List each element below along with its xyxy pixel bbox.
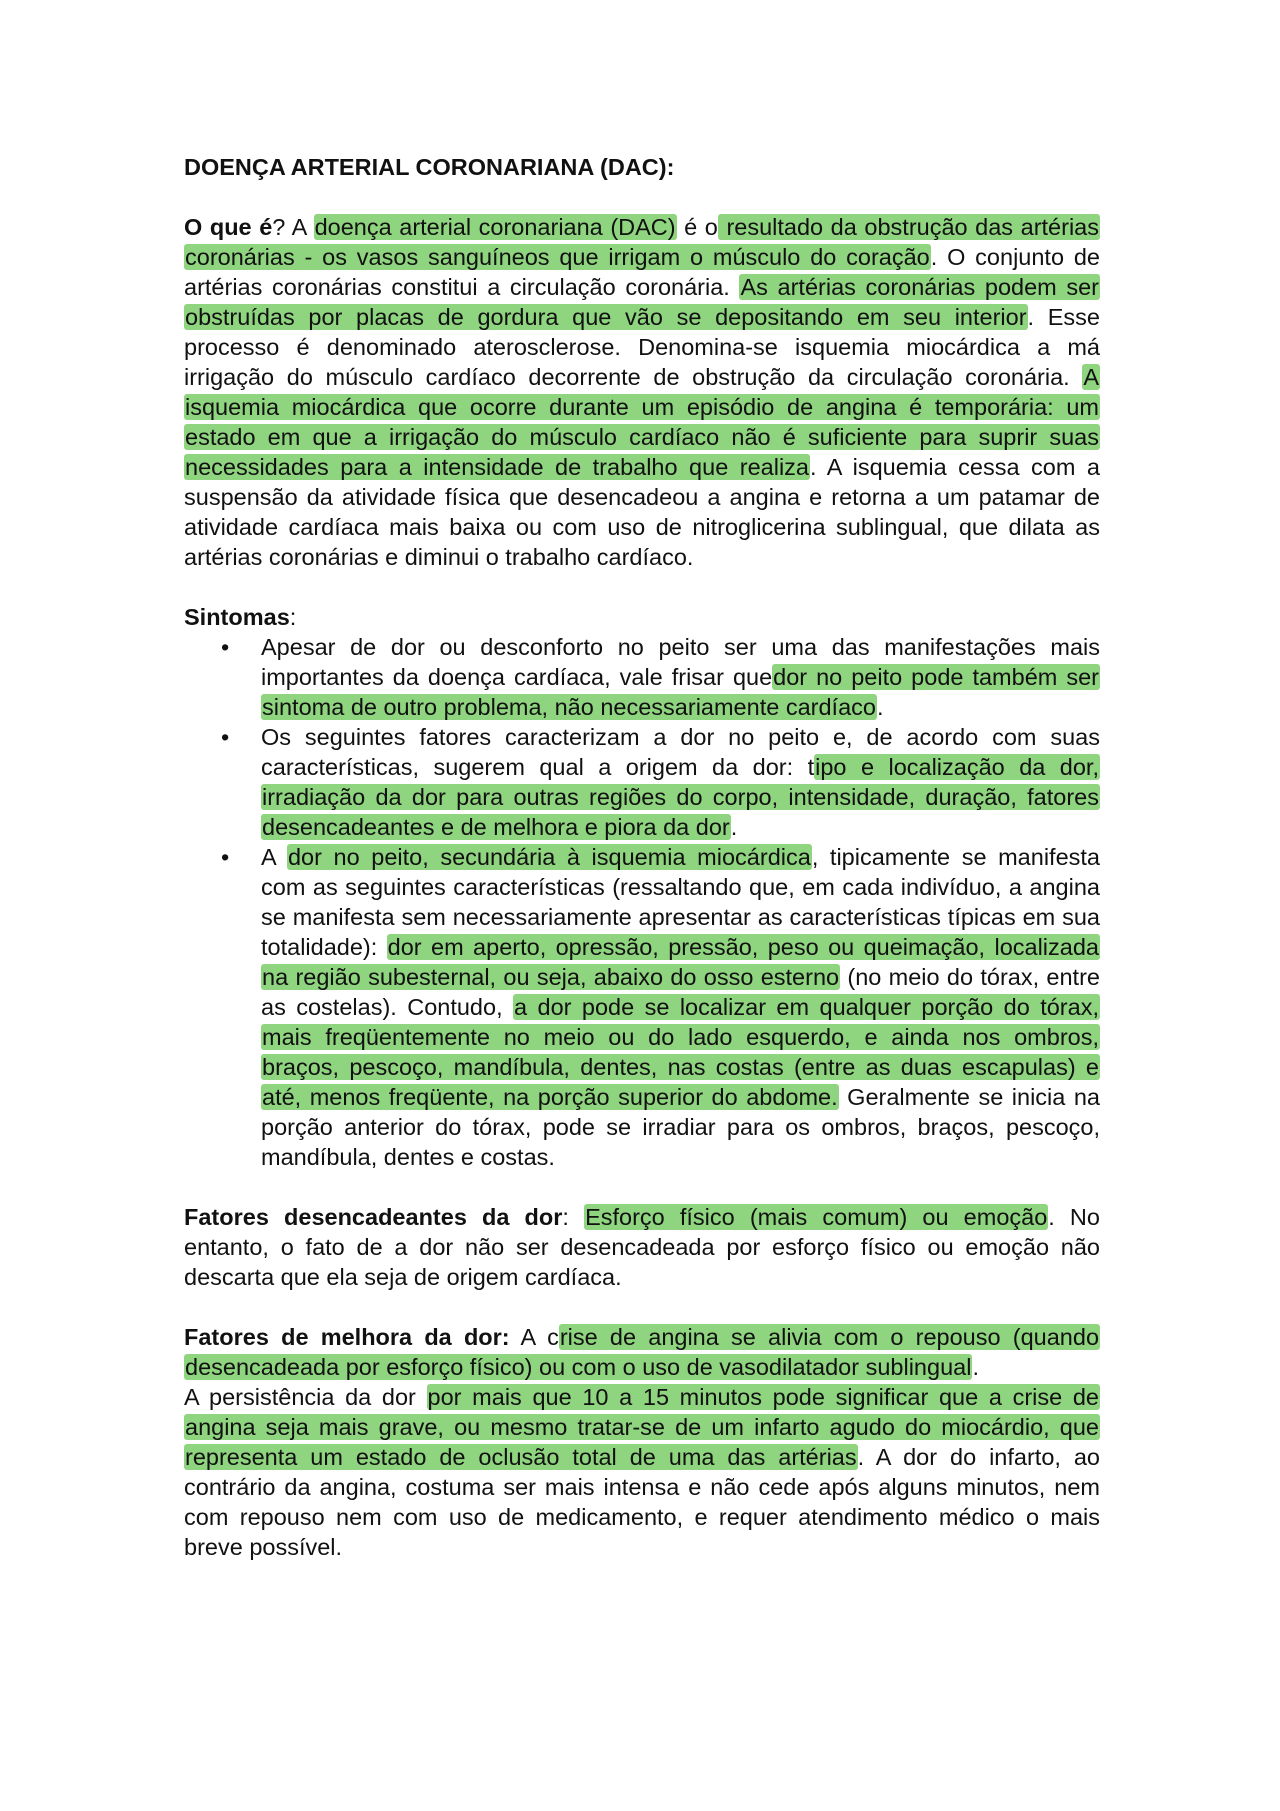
highlighted-text: dor em aperto, opressão, pressão, peso ou queimação, localizada na região subesternal, ou seja, abaixo do osso esterno xyxy=(262,934,1099,990)
highlighted-text: doença arterial coronariana (DAC) xyxy=(314,214,676,240)
body-text: . xyxy=(972,1354,979,1380)
body-text: é o xyxy=(676,214,718,240)
symptom-item-2 xyxy=(221,722,1100,842)
intro-text xyxy=(184,214,1100,570)
relief-paragraph xyxy=(184,1322,1100,1382)
bullet-icon: • xyxy=(221,724,230,750)
intro-paragraph xyxy=(184,212,1100,572)
highlighted-text: rise de angina se alivia com o repouso (quando desencadeada por esforço físico) ou com o uso de vasodilatador sublingual xyxy=(185,1324,1100,1380)
body-text: Apesar de dor ou desconforto no peito ser uma das manifestações mais importantes da doença cardíaca, vale frisar que xyxy=(261,634,1100,690)
body-text: . No entanto, o fato de a dor não ser desencadeada por esforço físico ou emoção não descarta que ela seja de origem cardíaca. xyxy=(184,1204,1100,1290)
persistence-paragraph xyxy=(184,1382,1100,1562)
body-text: . O conjunto de artérias coronárias constitui a circulação coronária. xyxy=(184,244,1100,300)
highlighted-text: dor no peito, secundária à isquemia miocárdica xyxy=(287,844,811,870)
body-text: A persistência da dor xyxy=(184,1384,427,1410)
highlighted-text: por mais que 10 a 15 minutos pode significar que a crise de angina seja mais grave, ou mesmo tratar-se de um infarto agudo do miocárdio, que representa um estado de oclusão total de uma das artérias xyxy=(185,1384,1099,1470)
document-title: DOENÇA ARTERIAL CORONARIANA (DAC): xyxy=(184,154,675,180)
symptoms-list xyxy=(184,632,1100,1172)
highlighted-text: As artérias coronárias podem ser obstruídas por placas de gordura que vão se depositando em seu interior xyxy=(185,274,1100,330)
bullet-icon: • xyxy=(221,634,230,660)
symptom-item-3 xyxy=(221,842,1100,1172)
body-text: A c xyxy=(509,1324,559,1350)
body-text: A xyxy=(261,844,287,870)
bullet-icon: • xyxy=(221,844,230,870)
highlighted-text: dor no peito pode também ser sintoma de outro problema, não necessariamente cardíaco xyxy=(262,664,1099,720)
intro-label: O que é xyxy=(184,214,273,240)
body-text: ? A xyxy=(272,214,314,240)
highlighted-text: resultado da obstrução das artérias coronárias - os vasos sanguíneos que irrigam o músculo do coração xyxy=(185,214,1099,270)
symptoms-label: Sintomas xyxy=(184,604,290,630)
triggers-label: Fatores desencadeantes da dor xyxy=(184,1204,563,1230)
body-text: : xyxy=(562,1204,585,1230)
triggers-paragraph xyxy=(184,1202,1100,1292)
body-text: Geralmente se inicia na porção anterior do tórax, pode se irradiar para os ombros, braços, pescoço, mandíbula, dentes e costas. xyxy=(261,1084,1100,1170)
body-text: Os seguintes fatores caracterizam a dor no peito e, de acordo com suas características, sugerem qual a origem da dor: t xyxy=(261,724,1100,780)
highlighted-text: A isquemia miocárdica que ocorre durante um episódio de angina é temporária: um estado em que a irrigação do músculo cardíaco não é suficiente para suprir suas necessidades para a intensidade de trabalho que realiza xyxy=(185,364,1099,480)
relief-label: Fatores de melhora da dor: xyxy=(184,1324,510,1350)
highlighted-text: Esforço físico (mais comum) ou emoção xyxy=(585,1204,1048,1230)
document-page xyxy=(184,152,1100,1562)
body-text: , tipicamente se manifesta com as seguintes características (ressaltando que, em cada indivíduo, a angina se manifesta sem necessariamente apresentar as características típicas em sua totalidade): xyxy=(261,844,1100,960)
highlighted-text: ipo e localização da dor, irradiação da dor para outras regiões do corpo, intensidade, duração, fatores desencadeantes e de melhora e piora da dor xyxy=(262,754,1099,840)
body-text: . A dor do infarto, ao contrário da angina, costuma ser mais intensa e não cede após alguns minutos, nem com repouso nem com uso de medicamento, e requer atendimento médico o mais breve possível. xyxy=(184,1444,1100,1560)
symptoms-heading: Sintomas: xyxy=(184,604,297,630)
body-text: . Esse processo é denominado aterosclerose. Denomina-se isquemia miocárdica a má irrigação do músculo cardíaco decorrente de obstrução da circulação coronária. xyxy=(184,304,1100,390)
body-text: . A isquemia cessa com a suspensão da atividade física que desencadeou a angina e retorna a um patamar de atividade cardíaca mais baixa ou com uso de nitroglicerina sublingual, que dilata as artérias coronárias e diminui o trabalho cardíaco. xyxy=(184,454,1100,570)
highlighted-text: a dor pode se localizar em qualquer porção do tórax, mais freqüentemente no meio ou do lado esquerdo, e ainda nos ombros, braços, pescoço, mandíbula, dentes, nas costas (entre as duas escapulas) e até, menos freqüente, na porção superior do abdome. xyxy=(262,994,1099,1110)
body-text: . xyxy=(730,814,738,840)
body-text: . xyxy=(876,694,884,720)
symptom-item-1 xyxy=(221,632,1100,722)
body-text: (no meio do tórax, entre as costelas). Contudo, xyxy=(261,964,1100,1020)
